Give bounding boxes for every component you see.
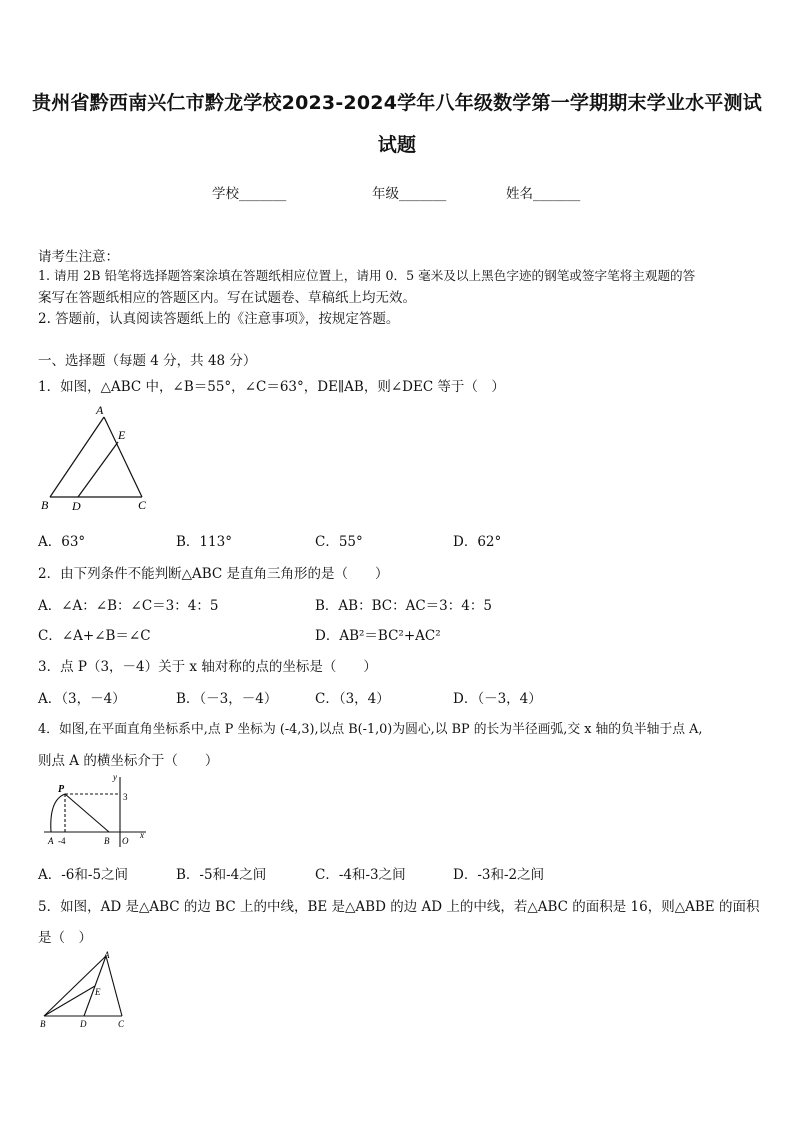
notice-item-1-cont: 案写在答题纸相应的答题区内。写在试题卷、草稿纸上均无效。: [38, 290, 416, 306]
notice-item-1: 1. 请用 2B 铅笔将选择题答案涂填在答题纸相应位置上，请用 0．5 毫米及以上黑色字迹的钢笔或签字笔将主观题的答: [38, 268, 696, 283]
fig4-label-o: O: [122, 836, 129, 846]
fig1-label-e: E: [118, 428, 126, 442]
fig4-label-a: A: [48, 836, 54, 846]
question-4-stem-cont: 则点 A 的横坐标介于（ ）: [38, 753, 219, 769]
notice-heading: 请考生注意：: [38, 249, 119, 265]
q1-option-b: B．113°: [176, 534, 232, 550]
fig1-label-d: D: [72, 499, 81, 513]
fig5-label-e: E: [95, 987, 101, 997]
section-heading: 一、选择题（每题 4 分，共 48 分）: [38, 353, 257, 369]
question-4-stem: 4．如图,在平面直角坐标系中,点 P 坐标为 (-4,3),以点 B(-1,0)为圆心,以 BP 的长为半径画弧,交 x 轴的负半轴于点 A,: [38, 722, 703, 737]
q1-option-a: A．63°: [38, 534, 86, 550]
school-field: 学校_______: [212, 186, 287, 202]
name-field: 姓名_______: [506, 186, 581, 202]
fig4-label-y: y: [113, 772, 117, 782]
q2-option-d: D．AB²＝BC²+AC²: [315, 628, 441, 644]
fig5-label-d: D: [80, 1019, 87, 1029]
q3-option-b: B．（－3，－4）: [176, 691, 278, 707]
q4-option-c: C．-4和-3之间: [315, 867, 406, 883]
question-5-stem: 5．如图，AD 是△ABC 的边 BC 上的中线，BE 是△ABD 的边 AD 上的中线，若△ABC 的面积是 16，则△ABE 的面积: [38, 899, 760, 915]
question-5-figure: [38, 948, 138, 1033]
grade-field: 年级_______: [372, 186, 447, 202]
question-4-figure: [38, 772, 153, 852]
page-title-line2: 试题: [377, 134, 417, 156]
q1-option-c: C．55°: [315, 534, 363, 550]
q2-option-c: C．∠A+∠B＝∠C: [38, 628, 151, 644]
question-5-stem-cont: 是（ ）: [38, 930, 92, 946]
fig4-label-x: x: [140, 830, 144, 840]
fig4-label-neg4: -4: [58, 836, 66, 846]
fig1-label-a: A: [96, 403, 104, 417]
fig4-label-3: 3: [123, 792, 128, 802]
fig5-label-b: B: [40, 1019, 46, 1029]
question-3-stem: 3．点 P（3，－4）关于 x 轴对称的点的坐标是（ ）: [38, 659, 377, 675]
fig1-label-b: B: [41, 498, 49, 512]
q2-option-a: A．∠A：∠B：∠C＝3：4：5: [38, 598, 219, 614]
question-2-stem: 2．由下列条件不能判断△ABC 是直角三角形的是（ ）: [38, 566, 389, 582]
fig4-label-p: P: [58, 784, 65, 795]
q3-option-d: D．（－3，4）: [453, 691, 542, 707]
question-1-stem: 1．如图，△ABC 中，∠B＝55°，∠C＝63°，DE∥AB，则∠DEC 等于（ ）: [38, 379, 505, 395]
q4-option-a: A．-6和-5之间: [38, 867, 129, 883]
fig4-label-b: B: [104, 836, 110, 846]
q4-option-d: D．-3和-2之间: [453, 867, 545, 883]
q4-option-b: B．-5和-4之间: [176, 867, 267, 883]
page-title: 贵州省黔西南兴仁市黔龙学校2023-2024学年八年级数学第一学期期末学业水平测试: [32, 92, 762, 114]
fig5-label-c: C: [118, 1019, 125, 1029]
q3-option-a: A．（3，－4）: [38, 691, 126, 707]
fig1-label-c: C: [138, 498, 147, 512]
fig5-label-a: A: [104, 950, 110, 960]
q1-option-d: D．62°: [453, 534, 502, 550]
q3-option-c: C．（3，4）: [315, 691, 390, 707]
q2-option-b: B．AB：BC：AC＝3：4：5: [315, 598, 492, 614]
question-1-figure: [38, 402, 158, 517]
notice-item-2: 2. 答题前，认真阅读答题纸上的《注意事项》，按规定答题。: [38, 311, 400, 327]
